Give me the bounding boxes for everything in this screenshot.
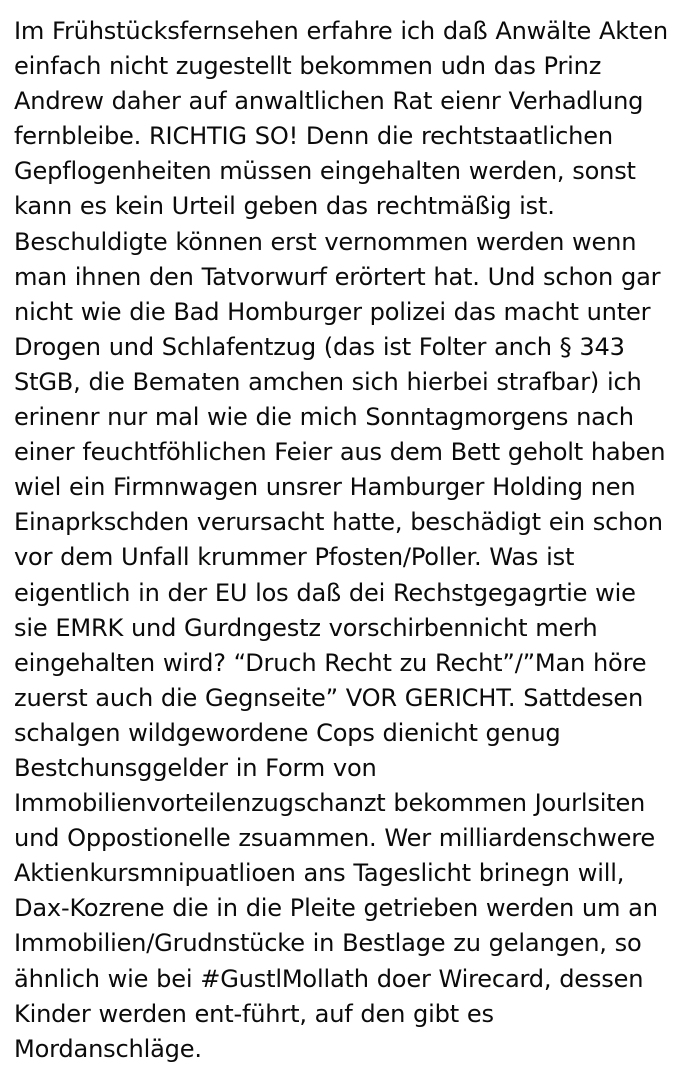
document-body-text: Im Frühstücksfernsehen erfahre ich daß Anwälte Akten einfach nicht zugestellt bekommen udn das Prinz Andrew daher auf anwaltlichen Rat eienr Verhadlung fernbleibe. RICHTIG SO! Denn die rechtstaatlichen Gepflogenheiten müssen eingehalten werden, sonst kann es kein Urteil geben das rechtmäßig ist. Beschuldigte können erst vernommen werden wenn man ihnen den Tatvorwurf erörtert hat. Und schon gar nicht wie die Bad Homburger polizei das macht unter Drogen und Schlafentzug (das ist Folter anch § 343 StGB, die Bematen amchen sich hierbei strafbar) ich erinenr nur mal wie die mich Sonntagmorgens nach einer feuchtföhlichen Feier aus dem Bett geholt haben wiel ein Firmnwagen unsrer Hamburger Holding nen Einaprkschden verursacht hatte, beschädigt ein schon vor dem Unfall krummer Pfosten/Poller. Was ist eigentlich in der EU los daß dei Rechstgegagrtie wie sie EMRK und Gurdngestz vorschirbennicht merh eingehalten wird? “Druch Recht zu Recht”/”Man höre zuerst auch die Gegnseite” VOR GERICHT. Sattdesen schalgen wildgewordene Cops dienicht genug Bestchunsggelder in Form von Immobilienvorteilenzugschanzt bekommen Jourlsiten und Oppostionelle zsuammen. Wer milliardenschwere Aktienkursmnipuatlioen ans Tageslicht brinegn will, Dax-Kozrene die in die Pleite getrieben werden um an Immobilien/Grudnstücke in Bestlage zu gelangen, so ähnlich wie bei #GustlMollath doer Wirecard, dessen Kinder werden ent-führt, auf den gibt es Mordanschläge.: [14, 17, 668, 1063]
